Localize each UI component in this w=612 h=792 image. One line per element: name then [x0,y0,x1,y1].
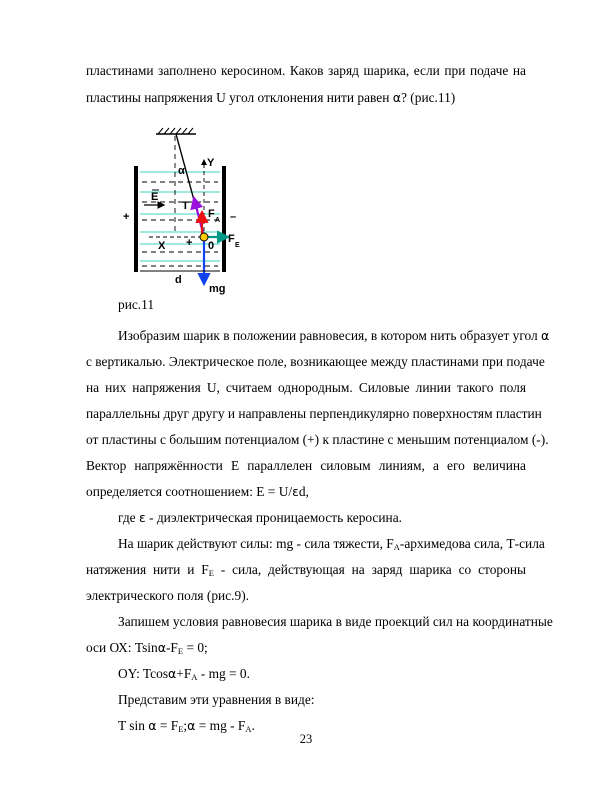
label-plus-left: + [123,211,130,223]
text-line: Вектор напряжённости Е параллелен силовым линиям, а его величина [86,458,526,473]
alpha-symbol: α [148,718,157,733]
text-line: пластинами заполнено керосином. Каков заряд шарика, если при подаче на [86,63,526,78]
subscript: A [245,724,252,734]
text-fragment: На шарик действуют силы: mg - сила тяжести, F [118,536,394,551]
text-fragment: ? (рис.11) [401,90,456,105]
page-number: 23 [299,732,313,746]
text-fragment: -F [165,640,178,655]
alpha-symbol: α [541,328,550,343]
label-d: d [175,274,182,286]
pendulum-capacitor-diagram [118,124,248,298]
subscript: E [208,568,214,578]
alpha-symbol: α [157,640,166,655]
text-fragment: +F [176,666,192,681]
text-fragment: натяжения нити и F [86,562,209,577]
text-line: Запишем условия равновесия шарика в виде проекций сил на координатные [118,614,553,629]
text-fragment: . [251,718,255,733]
text-fragment: где [118,510,139,525]
label-x: X [158,240,166,252]
text-fragment: OY: Tcos [118,666,169,681]
text-fragment: определяется соотношением: Е = U/ [86,484,293,499]
subscript: A [191,672,198,682]
text-line: на них напряжения U, считаем однородным. Силовые линии такого поля [86,380,526,395]
text-fragment: - mg = 0. [197,666,250,681]
figure-caption: рис.11 [118,297,155,312]
label-mg: mg [209,283,226,295]
left-plate [134,166,138,272]
alpha-symbol: α [168,666,177,681]
text-fragment: = mg - F [195,718,246,733]
ball [200,233,208,241]
text-line [118,665,558,686]
label-f-a: F [208,208,215,220]
text-line [118,509,558,527]
text-line: от пластины с большим потенциалом (+) к пластине с меньшим потенциалом (-). [86,432,549,447]
subscript: E [178,724,184,734]
text-fragment: - диэлектрическая проницаемость керосина. [145,510,402,525]
text-line: электрического поля (рис.9). [86,588,250,603]
text-fragment: Изобразим шарик в положении равновесия, в котором нить образует угол [118,328,542,343]
alpha-symbol: α [392,90,401,105]
text-fragment: T sin [118,718,149,733]
alpha-symbol: α [187,718,196,733]
epsilon-symbol: ε [292,484,299,499]
text-line [118,535,545,556]
text-line: Представим эти уравнения в виде: [118,692,315,707]
text-line [86,483,526,501]
label-alpha: α [178,165,185,177]
text-fragment: оси ОХ: Tsin [86,640,158,655]
text-fragment: = 0; [183,640,208,655]
text-fragment: d, [298,484,309,499]
text-line [86,639,526,660]
text-line: с вертикалью. Электрическое поле, возникающее между пластинами при подаче [86,354,545,369]
text-line [118,327,550,345]
subscript: A [393,542,400,552]
label-y: Y [207,157,215,169]
label-t: T [182,200,189,212]
text-fragment: пластины напряжения U угол отклонения нити равен [86,90,393,105]
text-line: параллельны друг другу и направлены перпендикулярно поверхностям пластин [86,406,542,421]
subscript: E [177,646,184,656]
label-origin: 0 [208,240,215,252]
ceiling-hatching [158,128,193,134]
right-plate [222,166,226,272]
text-fragment: = F [156,718,179,733]
label-f-e: F [228,233,235,245]
text-line [86,561,526,582]
text-fragment: ; [183,718,188,733]
epsilon-symbol: ε [138,510,146,525]
text-fragment: - сила, действующая на заряд шарика со стороны [213,562,526,577]
label-f-a-sub: A [215,217,221,224]
text-line [86,89,526,107]
label-plus-center: + [186,237,193,249]
label-f-e-sub: E [235,242,240,249]
label-e: E [151,191,159,203]
text-fragment: -архимедова сила, Т-сила [399,536,545,551]
label-minus-right: – [230,211,237,223]
figure-rис11 [118,124,248,298]
